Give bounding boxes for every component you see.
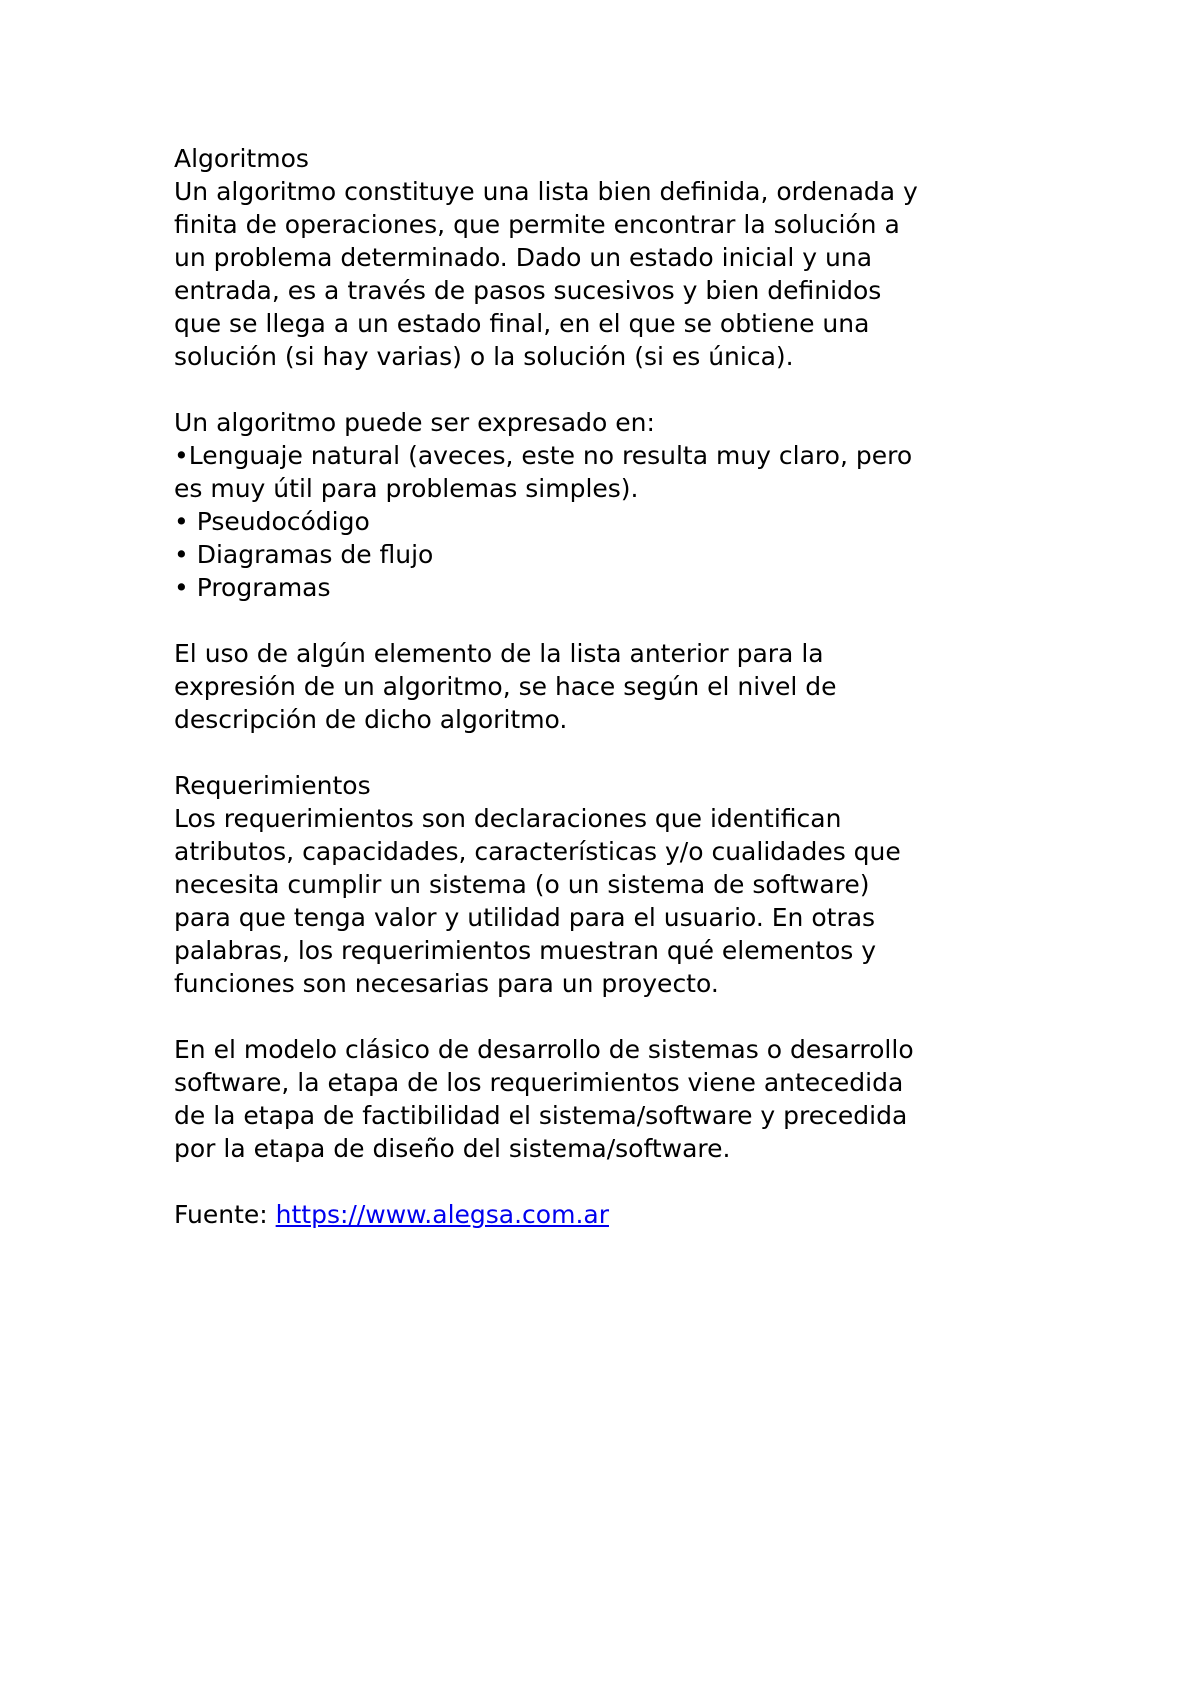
list-item-continuation: es muy útil para problemas simples). (174, 474, 639, 503)
paragraph-line: de la etapa de factibilidad el sistema/software y precedida (174, 1101, 908, 1130)
paragraph-line: un problema determinado. Dado un estado inicial y una (174, 243, 873, 272)
paragraph-line: funciones son necesarias para un proyecto. (174, 969, 719, 998)
blank-line (174, 1000, 1054, 1033)
paragraph-line: para que tenga valor y utilidad para el usuario. En otras (174, 903, 876, 932)
source-line (174, 1198, 1054, 1231)
paragraph-line: necesita cumplir un sistema (o un sistema de software) (174, 870, 870, 899)
source-label: Fuente: (174, 1200, 276, 1229)
blank-line (174, 373, 1054, 406)
paragraph-line: finita de operaciones, que permite encontrar la solución a (174, 210, 900, 239)
document-body (174, 142, 1054, 1231)
paragraph-line: expresión de un algoritmo, se hace según el nivel de (174, 672, 837, 701)
paragraph-line: palabras, los requerimientos muestran qué elementos y (174, 936, 877, 965)
list-item: • Programas (174, 573, 331, 602)
paragraph-line: software, la etapa de los requerimientos viene antecedida (174, 1068, 904, 1097)
blank-line (174, 1165, 1054, 1198)
blank-line (174, 604, 1054, 637)
paragraph-line: El uso de algún elemento de la lista anterior para la (174, 639, 824, 668)
paragraph-line: Un algoritmo constituye una lista bien definida, ordenada y (174, 177, 918, 206)
source-link[interactable]: https://www.alegsa.com.ar (275, 1200, 609, 1229)
list-item: • Diagramas de flujo (174, 540, 434, 569)
list-item: • Pseudocódigo (174, 507, 370, 536)
paragraph-line: que se llega a un estado final, en el que se obtiene una (174, 309, 870, 338)
blank-line (174, 736, 1054, 769)
paragraph-line: Los requerimientos son declaraciones que identifican (174, 804, 842, 833)
paragraph-line: atributos, capacidades, características y/o cualidades que (174, 837, 901, 866)
section-heading-requerimientos: Requerimientos (174, 771, 371, 800)
paragraph-line: descripción de dicho algoritmo. (174, 705, 568, 734)
list-intro: Un algoritmo puede ser expresado en: (174, 408, 655, 437)
list-item: •Lenguaje natural (aveces, este no resulta muy claro, pero (174, 441, 913, 470)
paragraph-line: por la etapa de diseño del sistema/software. (174, 1134, 731, 1163)
paragraph-line: solución (si hay varias) o la solución (si es única). (174, 342, 794, 371)
paragraph-line: En el modelo clásico de desarrollo de sistemas o desarrollo (174, 1035, 914, 1064)
section-heading-algoritmos: Algoritmos (174, 144, 309, 173)
paragraph-line: entrada, es a través de pasos sucesivos y bien definidos (174, 276, 882, 305)
